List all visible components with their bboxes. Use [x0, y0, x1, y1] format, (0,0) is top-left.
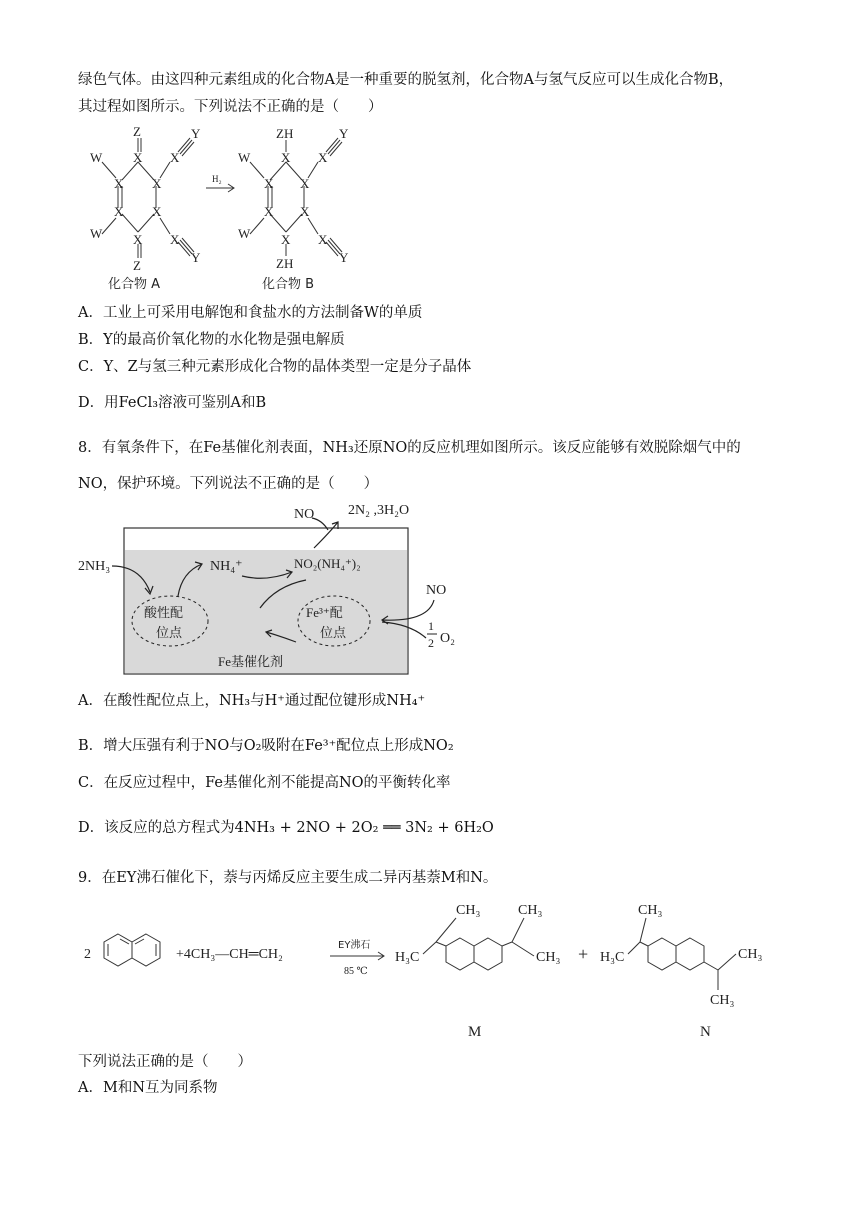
svg-text:Y: Y	[339, 126, 349, 141]
svg-text:X: X	[114, 204, 124, 219]
svg-text:CH₃: CH₃	[536, 950, 561, 965]
q7-intro-line-2: 其过程如图所示。下列说法不正确的是（ ）	[78, 99, 383, 115]
q9-reaction-equation	[78, 896, 782, 1046]
svg-text:CH₃: CH₃	[518, 903, 543, 918]
q8-option-c: C．在反应过程中，Fe基催化剂不能提高NO的平衡转化率	[78, 775, 451, 791]
propene-formula: +4CH₃—CH═CH₂	[176, 947, 283, 962]
svg-text:位点: 位点	[320, 625, 347, 640]
q9-stem: 9．在EY沸石催化下，萘与丙烯反应主要生成二异丙基萘M和N。	[78, 870, 498, 886]
svg-text:H₃C: H₃C	[600, 950, 625, 965]
svg-text:X: X	[281, 150, 291, 165]
q8-mechanism-diagram	[70, 496, 470, 682]
compound-b-label: 化合物 B	[262, 277, 315, 292]
plus-sign: +	[578, 944, 589, 964]
q9-question: 下列说法正确的是（ ）	[78, 1054, 252, 1070]
coefficient: 2	[84, 947, 91, 962]
svg-text:CH₃: CH₃	[738, 947, 763, 962]
q8-option-b: B．增大压强有利于NO与O₂吸附在Fe³⁺配位点上形成NO₂	[78, 738, 454, 754]
svg-text:W: W	[238, 150, 251, 165]
q7-option-c: C．Y、Z与氢三种元素形成化合物的晶体类型一定是分子晶体	[78, 359, 472, 375]
svg-text:Z: Z	[133, 258, 141, 273]
svg-text:W: W	[90, 226, 103, 241]
acid-site-label: 酸性配	[144, 605, 184, 620]
w-label: W	[90, 150, 103, 165]
no2nh4-label: NO₂(NH₄⁺)₂	[294, 556, 361, 571]
svg-text:X: X	[264, 176, 274, 191]
y-label: Y	[191, 126, 201, 141]
svg-text:Y: Y	[191, 250, 201, 265]
q7-intro-line-1: 绿色气体。由这四种元素组成的化合物A是一种重要的脱氢剂，化合物A与氢气反应可以生成化合物B，	[78, 72, 734, 88]
svg-text:位点: 位点	[156, 625, 183, 640]
svg-text:Y: Y	[339, 250, 349, 265]
x-label: X	[133, 150, 143, 165]
svg-text:CH₃: CH₃	[710, 993, 735, 1008]
product-n-label: N	[700, 1024, 711, 1040]
svg-text:X: X	[264, 204, 274, 219]
zh-label: ZH	[276, 126, 294, 141]
svg-text:X: X	[133, 232, 143, 247]
z-label: Z	[133, 124, 141, 139]
svg-text:X: X	[170, 232, 180, 247]
fe-site-label: Fe³⁺配	[306, 605, 343, 620]
product-m-label: M	[468, 1024, 482, 1040]
no-top-label: NO	[294, 507, 315, 522]
svg-text:X: X	[300, 176, 310, 191]
svg-text:X: X	[300, 204, 310, 219]
ch3-label: CH₃	[456, 903, 481, 918]
nh3-label: 2NH₃	[78, 559, 111, 574]
arrow-h2-label: H₂	[212, 174, 222, 184]
svg-text:X: X	[318, 150, 328, 165]
q7-structure-diagram	[78, 122, 378, 294]
no-right-label: NO	[426, 583, 447, 598]
q8-option-d: D．该反应的总方程式为4NH₃ + 2NO + 2O₂ ══ 3N₂ + 6H₂O	[78, 820, 494, 836]
q8-option-a: A．在酸性配位点上，NH₃与H⁺通过配位键形成NH₄⁺	[78, 693, 426, 709]
q8-stem-line-1: 8．有氧条件下，在Fe基催化剂表面，NH₃还原NO的反应机理如图所示。该反应能够有效脱除烟气中的	[78, 440, 741, 456]
svg-text:2: 2	[428, 636, 434, 650]
svg-text:X: X	[318, 232, 328, 247]
svg-text:X: X	[170, 150, 180, 165]
o2-label: O₂	[440, 631, 455, 646]
products-label: 2N₂ ,3H₂O	[348, 503, 410, 518]
compound-a-label: 化合物 A	[108, 277, 161, 292]
svg-text:X: X	[281, 232, 291, 247]
temperature-label: 85 ℃	[344, 966, 368, 977]
q7-option-b: B．Y的最高价氧化物的水化物是强电解质	[78, 332, 345, 348]
q7-option-d: D．用FeCl₃溶液可鉴别A和B	[78, 395, 267, 411]
svg-text:CH₃: CH₃	[638, 903, 663, 918]
q7-option-a: A．工业上可采用电解饱和食盐水的方法制备W的单质	[78, 305, 423, 321]
svg-text:X: X	[114, 176, 124, 191]
h3c-label: H₃C	[395, 950, 420, 965]
svg-text:ZH: ZH	[276, 256, 294, 271]
svg-text:X: X	[152, 176, 162, 191]
catalyst-label: EY沸石	[338, 940, 371, 951]
catalyst-label: Fe基催化剂	[218, 654, 284, 669]
svg-text:X: X	[152, 204, 162, 219]
nh4-label: NH₄⁺	[210, 559, 243, 574]
q9-option-a: A．M和N互为同系物	[78, 1080, 218, 1096]
q8-stem-line-2: NO，保护环境。下列说法不正确的是（ ）	[78, 476, 379, 492]
svg-text:W: W	[238, 226, 251, 241]
svg-text:1: 1	[428, 619, 434, 633]
